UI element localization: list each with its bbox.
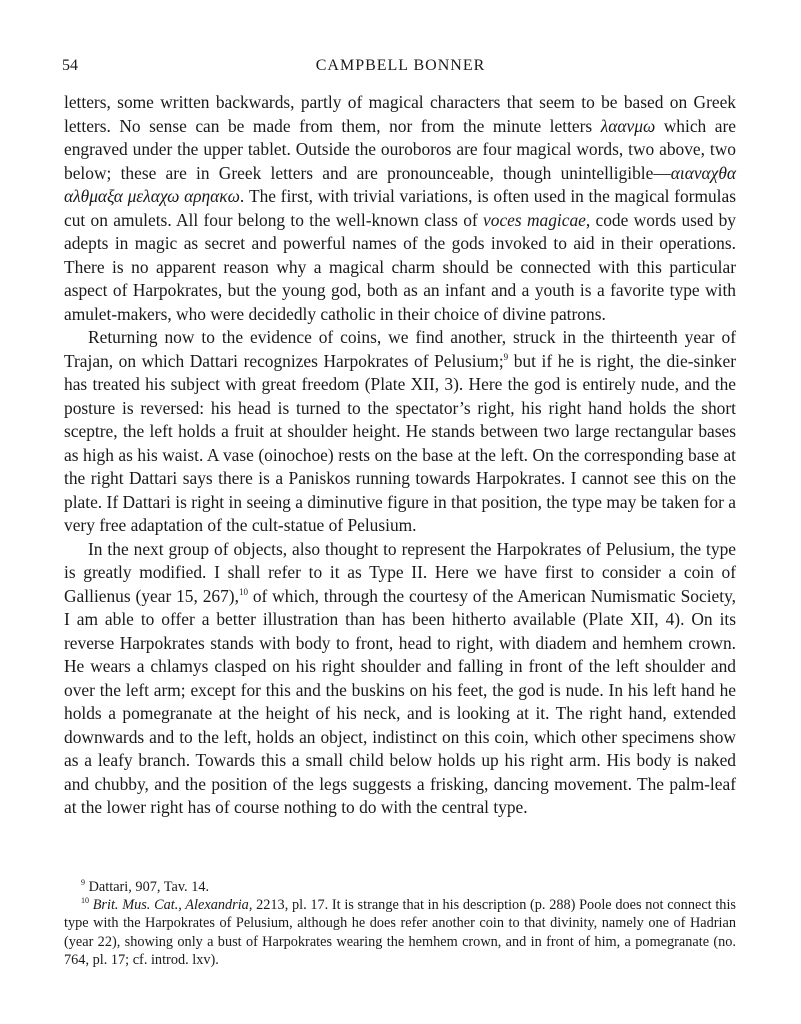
- p1-text-c: . The first, with trivial variations, is often used in the magical formulas cut on amulets. All four belong to the well-known class of: [64, 186, 736, 230]
- p1-text-b: which are engraved under the upper tablet. Outside the ouroboros are four magical words, two above, two below; these are in Greek letters and are pronounceable, though unintelligible—: [64, 115, 736, 183]
- page-number: 54: [62, 57, 78, 74]
- paragraph-1: [64, 91, 736, 326]
- footnote-10-citation: Brit. Mus. Cat., Alexandria: [92, 897, 249, 914]
- voces-magicae: voces magicae: [483, 209, 586, 230]
- footnote-9-text: Dattari, 907, Tav. 14.: [85, 879, 210, 895]
- greek-word-1: λααvμω: [600, 115, 656, 136]
- p1-text-a: letters, some written backwards, partly of magical characters that seem to be based on Greek letters. No sense can be made from them, nor from the minute letters: [64, 92, 736, 136]
- footnote-10: [64, 896, 736, 969]
- footnote-10-text: , 2213, pl. 17. It is strange that in his description (p. 288) Poole does not connect this type with the Harpokrates of Pelusium, although he does refer another coin to that divinity, namely one of Hadrian (year 22), showing only a bust of Harpokrates wearing the hemhem crown, and in front of him, a pomegranate (no. 764, pl. 17; cf. introd. lxv).: [64, 897, 736, 968]
- footnote-9: [64, 878, 736, 896]
- footnote-10-number: 10: [81, 896, 89, 906]
- p3-text-b: of which, through the courtesy of the American Numismatic Society, I am able to offer a better illustration than has been hitherto available (Plate XII, 4). On its reverse Harpokrates stands with body to front, head to right, with diadem and hemhem crown. He wears a chlamys clasped on his right shoulder and falling in front of the left shoulder and over the left arm; except for this and the buskins on his feet, the god is nude. In his left hand he holds a pomegranate at the height of his neck, and is looking at it. The right hand, extended downwards and to the left, holds an object, indistinct on this coin, which other specimens show as a leafy branch. Towards this a small child below holds up his right arm. His body is naked and chubby, and the position of the legs suggests a frisking, dancing movement. The palm-leaf at the lower right has of course nothing to do with the central type.: [64, 585, 736, 817]
- footnote-ref-9[interactable]: 9: [503, 351, 509, 362]
- greek-magic-words: αιαναχθα αλθμαξα μελαχω αρηακω: [64, 162, 736, 206]
- running-head: CAMPBELL BONNER: [315, 57, 486, 74]
- p2-text-b: but if he is right, the die-sinker has treated his subject with great freedom (Plate XII, 3). Here the god is entirely nude, and the posture is reversed: his head is turned to the spectator’s right, his right hand holds the short sceptre, the left holds a fruit at shoulder height. He stands between two large rectangular bases as high as his waist. A vase (oinochoe) rests on the base at the left. On the corresponding base at the right Dattari says there is a Paniskos running towards Harpokrates. I cannot see this on the plate. If Dattari is right in seeing a diminutive figure in that position, the type may be taken for a very free adaptation of the cult-statue of Pelusium.: [64, 350, 736, 535]
- p3-text-a: In the next group of objects, also thought to represent the Harpokrates of Pelusium, the type is greatly modified. I shall refer to it as Type II. Here we have first to consider a coin of Gallienus (year 15, 267),: [64, 538, 736, 606]
- paragraph-2: [64, 326, 736, 538]
- paragraph-3: [64, 538, 736, 820]
- footnote-ref-10[interactable]: 10: [238, 586, 248, 597]
- footnote-9-number: 9: [81, 878, 85, 888]
- footnotes: [64, 878, 736, 969]
- p1-text-d: , code words used by adepts in magic as secret and powerful names of the gods invoked to aid in their operations. There is no apparent reason why a magical charm should be connected with this particular aspect of Harpokrates, but the young god, both as an infant and a youth is a favorite type with amulet-makers, who were decidedly catholic in their choice of divine patrons.: [64, 209, 737, 324]
- p2-text-a: Returning now to the evidence of coins, we find another, struck in the thirteenth year of Trajan, on which Dattari recognizes Harpokrates of Pelusium;: [64, 327, 736, 371]
- body-text: [64, 91, 736, 820]
